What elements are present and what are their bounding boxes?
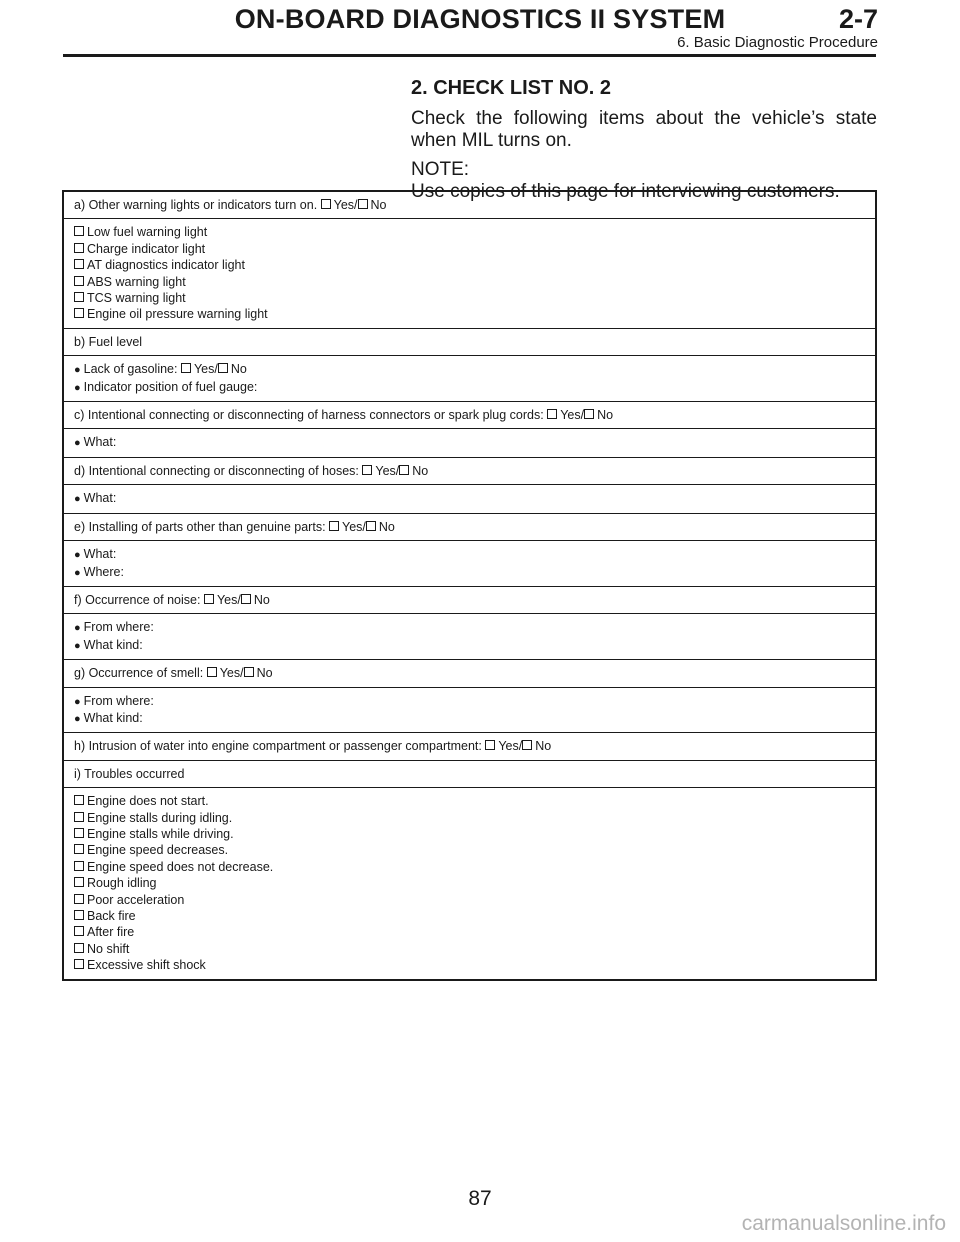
option-item: Low fuel warning light [74,224,865,240]
bullet-icon: ● [74,549,81,562]
bullet-item: ● Indicator position of fuel gauge: [74,379,865,396]
row-d-question: d) Intentional connecting or disconnecting of hoses: Yes/ No [64,457,875,484]
row-i-options [64,787,875,978]
question-text: h) Intrusion of water into engine compartment or passenger compartment: [74,739,482,754]
bullet-item: ● What kind: [74,637,865,654]
no-checkbox[interactable] [218,363,228,373]
option-item: Rough idling [74,875,865,891]
option-item: Engine stalls while driving. [74,826,865,842]
row-f-question: f) Occurrence of noise: Yes/ No [64,586,875,613]
checkbox[interactable] [74,276,84,286]
yes-checkbox[interactable] [485,740,495,750]
option-item: No shift [74,941,865,957]
bullet-item: ● From where: [74,619,865,636]
yes-label: Yes/ [333,198,358,212]
yes-checkbox[interactable] [181,363,191,373]
option-item: TCS warning light [74,290,865,306]
row-c-items [64,428,875,456]
row-a-question [64,192,875,218]
bullet-icon: ● [74,639,81,652]
row-e-items [64,540,875,586]
checkbox[interactable] [74,226,84,236]
no-checkbox[interactable] [399,465,409,475]
section-number: 2-7 [838,4,878,34]
option-item: Engine speed decreases. [74,842,865,858]
yes-checkbox[interactable] [547,409,557,419]
watermark: carmanualsonline.info [741,1212,946,1235]
row-f-items [64,613,875,659]
bullet-icon: ● [74,622,81,635]
row-b-items [64,355,875,401]
bullet-icon: ● [74,437,81,450]
question-text: e) Installing of parts other than genuine parts: [74,519,326,534]
bullet-icon: ● [74,364,81,377]
no-checkbox[interactable] [241,594,251,604]
yes-checkbox[interactable] [362,465,372,475]
row-g-items [64,687,875,733]
checkbox[interactable] [74,926,84,936]
bullet-item: ● Where: [74,564,865,581]
bullet-icon: ● [74,493,81,506]
row-d-items [64,484,875,512]
checkbox[interactable] [74,877,84,887]
option-item: Excessive shift shock [74,957,865,973]
bullet-icon: ● [74,381,81,394]
checkbox[interactable] [74,959,84,969]
row-e-question: e) Installing of parts other than genuine parts: Yes/ No [64,513,875,540]
bullet-icon: ● [74,712,81,725]
question-text: a) Other warning lights or indicators turn on. [74,198,318,212]
option-item: Engine oil pressure warning light [74,306,865,322]
option-item: AT diagnostics indicator light [74,257,865,273]
checkbox[interactable] [74,910,84,920]
note-text: Use copies of this page for interviewing customers. [411,181,840,202]
bullet-item: ● What: [74,490,865,507]
checkbox[interactable] [74,795,84,805]
bullet-item: ● Lack of gasoline: Yes/ No [74,361,865,378]
question-text: d) Intentional connecting or disconnecting of hoses: [74,463,359,478]
question-text: c) Intentional connecting or disconnecting of harness connectors or spark plug cords: [74,408,544,423]
option-item: Back fire [74,908,865,924]
option-item: ABS warning light [74,274,865,290]
option-item: After fire [74,924,865,940]
row-c-question: c) Intentional connecting or disconnecting of harness connectors or spark plug cords: Yes/ No [64,401,875,428]
bullet-item: ● What: [74,546,865,563]
bullet-item: ● What: [74,434,865,451]
no-checkbox[interactable] [366,521,376,531]
checkbox[interactable] [74,308,84,318]
yes-checkbox[interactable] [329,521,339,531]
header-rule [63,54,876,57]
no-checkbox[interactable] [522,740,532,750]
option-item: Engine does not start. [74,793,865,809]
question-text: g) Occurrence of smell: [74,666,204,681]
note-label: NOTE: [411,159,470,180]
option-item: Poor acceleration [74,892,865,908]
checkbox[interactable] [74,828,84,838]
question-text: i) Troubles occurred [74,766,185,781]
checkbox[interactable] [74,844,84,854]
no-checkbox[interactable] [358,199,368,209]
checkbox[interactable] [74,292,84,302]
page-header-title: ON-BOARD DIAGNOSTICS II SYSTEM [234,4,726,34]
option-item: Charge indicator light [74,241,865,257]
checklist-heading: 2. CHECK LIST NO. 2 [411,77,612,99]
checkbox[interactable] [74,894,84,904]
bullet-icon: ● [74,566,81,579]
section-subtitle: 6. Basic Diagnostic Procedure [677,34,878,51]
checkbox[interactable] [74,943,84,953]
option-item: Engine speed does not decrease. [74,859,865,875]
row-a-options [64,218,875,327]
row-i-heading [64,760,875,787]
question-text: f) Occurrence of noise: [74,592,201,607]
question-text: b) Fuel level [74,334,143,349]
no-label: No [370,198,387,212]
bullet-item: ● What kind: [74,710,865,727]
bullet-icon: ● [74,695,81,708]
no-checkbox[interactable] [584,409,594,419]
yes-checkbox[interactable] [207,667,217,677]
yes-checkbox[interactable] [204,594,214,604]
checkbox[interactable] [74,243,84,253]
page-number: 87 [468,1187,492,1210]
option-item: Engine stalls during idling. [74,810,865,826]
row-h-question: h) Intrusion of water into engine compartment or passenger compartment: Yes/ No [64,732,875,759]
bullet-item: ● From where: [74,693,865,710]
checkbox[interactable] [74,861,84,871]
intro-block [411,77,877,203]
checkbox[interactable] [74,259,84,269]
no-checkbox[interactable] [244,667,254,677]
intro-paragraph: Check the following items about the vehicle’s state when MIL turns on. [411,108,877,151]
row-g-question: g) Occurrence of smell: Yes/ No [64,659,875,686]
row-b-heading [64,328,875,355]
checkbox[interactable] [74,812,84,822]
yes-checkbox[interactable] [321,199,331,209]
checklist-table [62,190,877,981]
